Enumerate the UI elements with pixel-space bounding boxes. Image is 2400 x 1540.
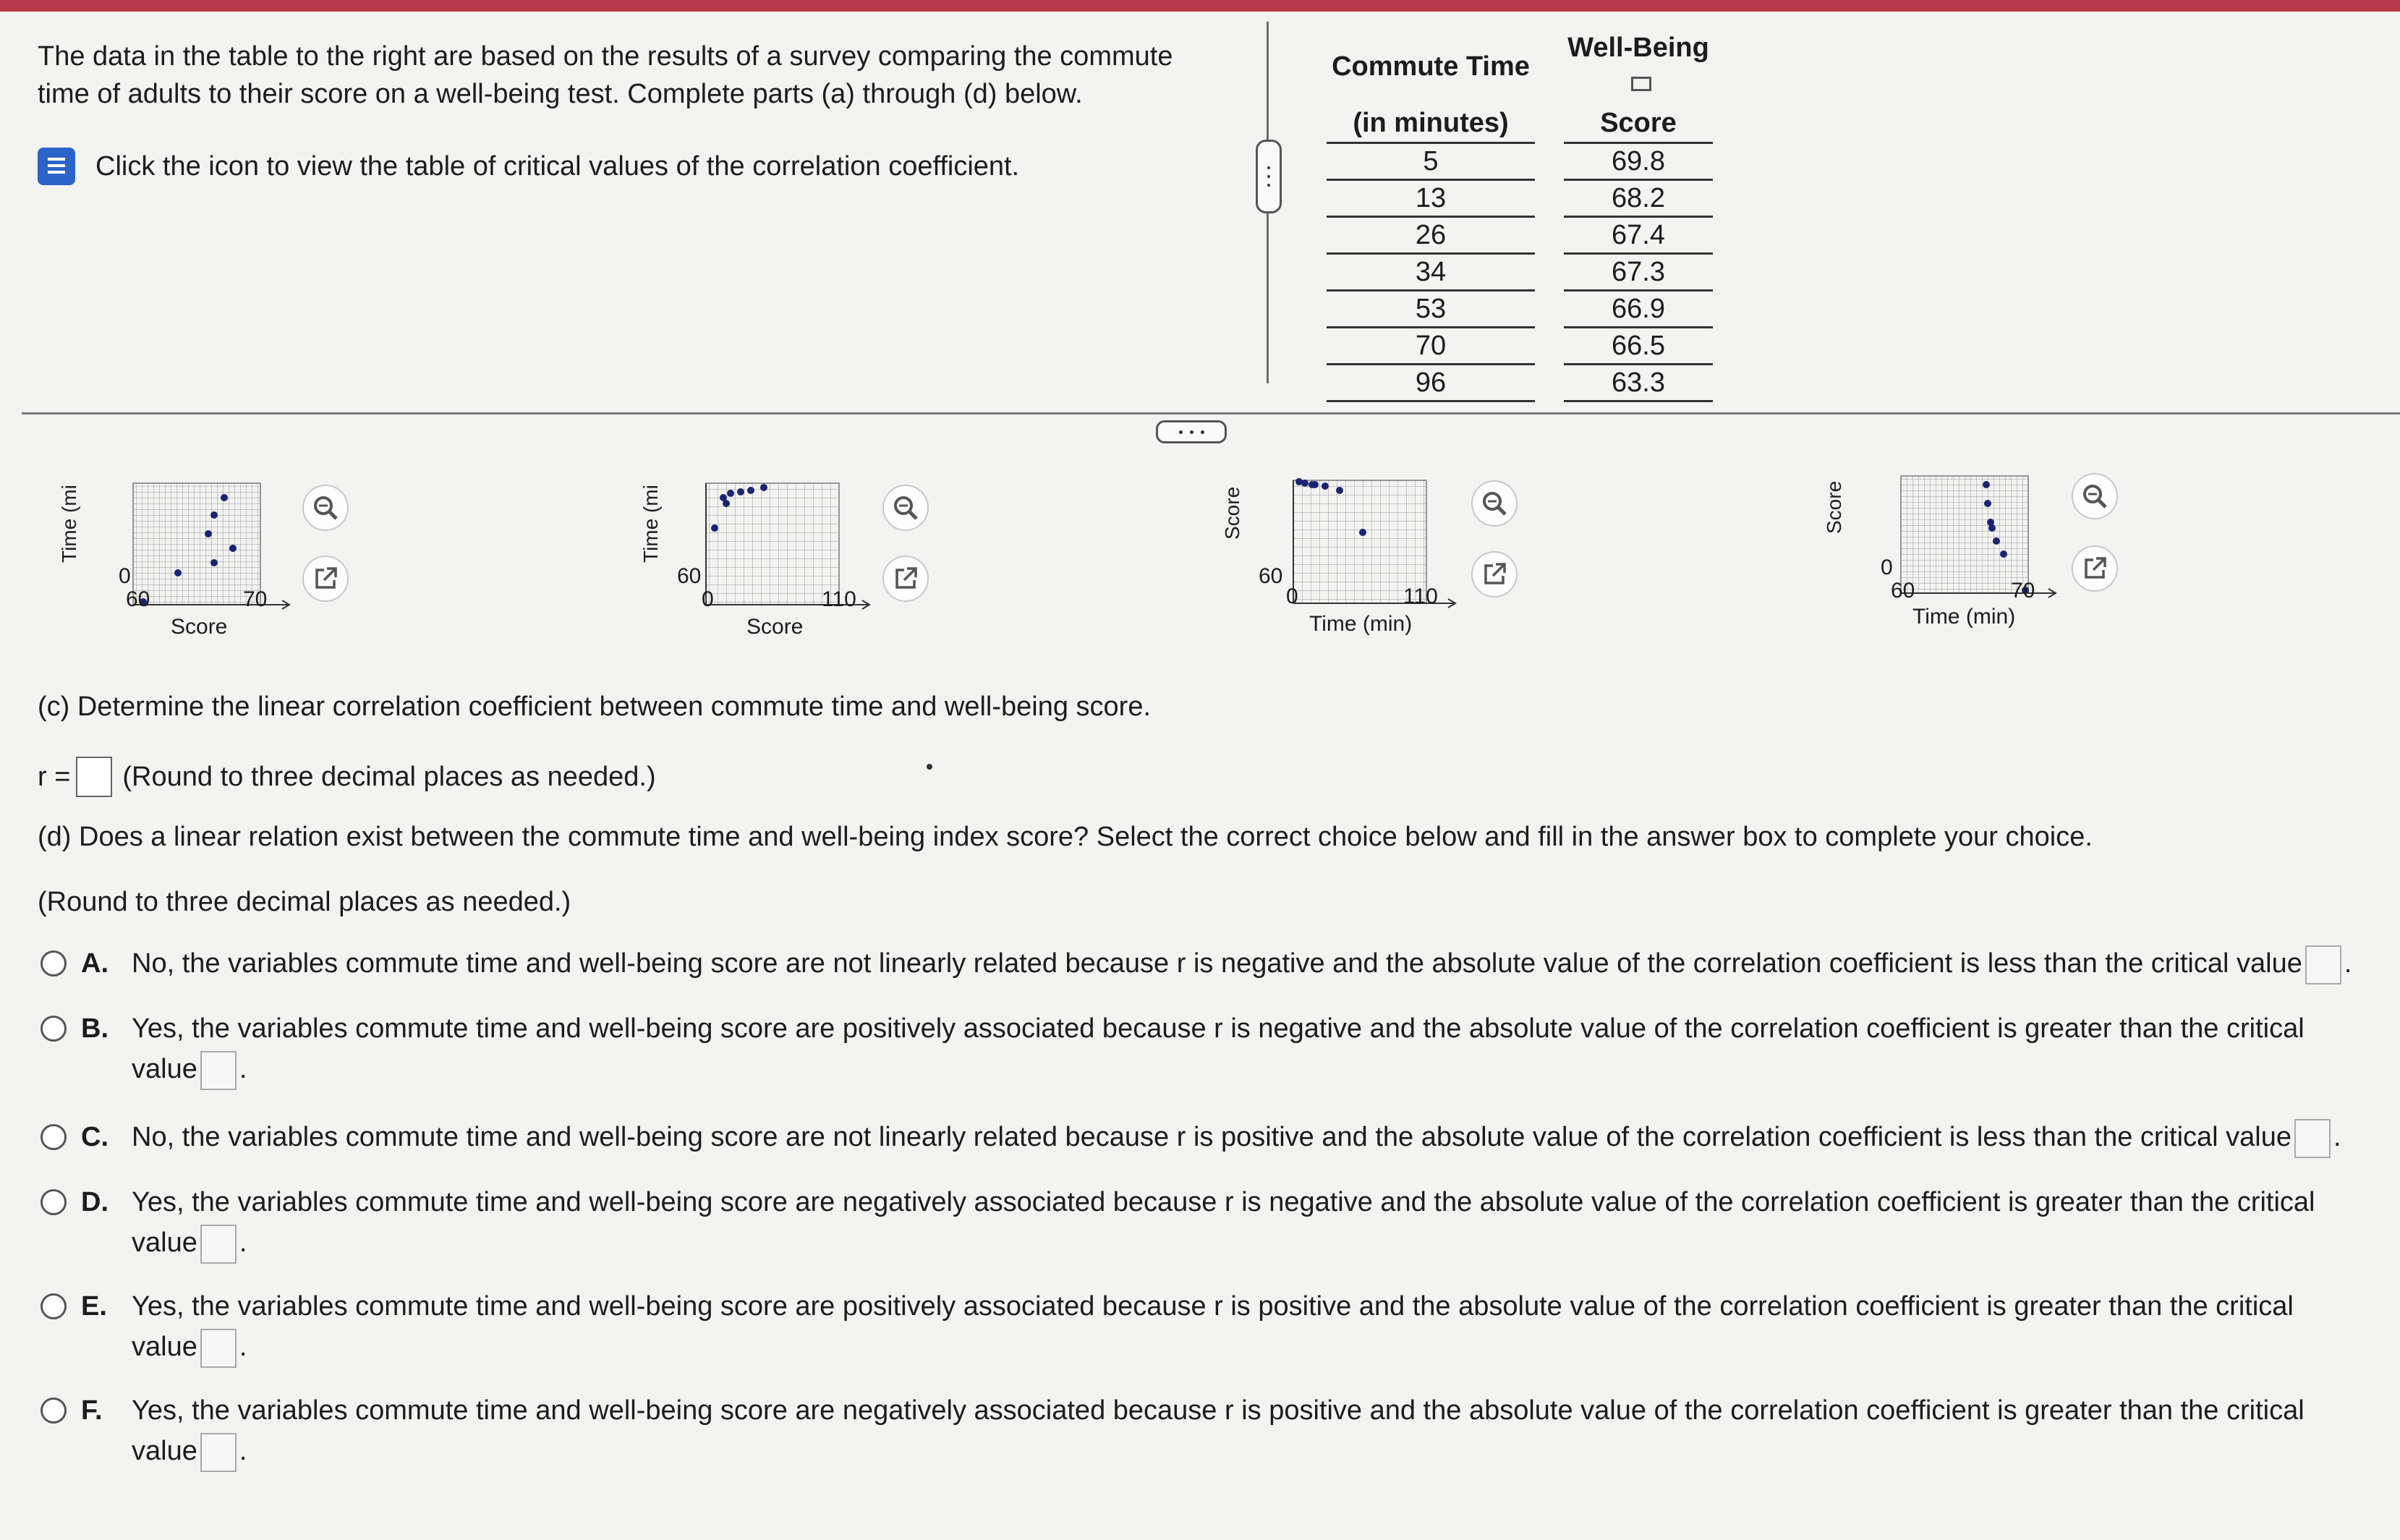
table-row: [1327, 328, 1713, 365]
graph1-ylabel: Time (mi: [58, 485, 80, 563]
graph-option-2[interactable]: Time (mi 60 0 110 Score: [622, 463, 926, 651]
data-table: [1327, 29, 1713, 402]
col2-header-line1: Well-Being: [1564, 29, 1713, 104]
col1-header-line1: Commute Time: [1332, 51, 1530, 82]
top-accent-bar: [0, 0, 2400, 12]
choice-f-input[interactable]: [200, 1433, 237, 1472]
graph-option-1[interactable]: Time (mi 0 60 70 Score: [43, 463, 347, 651]
open-external-icon[interactable]: [882, 556, 929, 602]
graph4-ylabel: Score: [1823, 480, 1845, 534]
choice-b-input[interactable]: [200, 1051, 237, 1090]
part-d-question: (d) Does a linear relation exist between the commute time and well-being index score? Select the correct choice below and fill in the answer box to complete your choice.: [38, 822, 2093, 852]
commute-time-cell: 26: [1327, 217, 1535, 254]
choice-a-radio[interactable]: [41, 950, 67, 977]
table-book-icon[interactable]: [38, 148, 75, 185]
commute-time-cell: 53: [1327, 291, 1535, 328]
r-answer-line: [38, 755, 656, 799]
choice-f-radio[interactable]: [41, 1398, 67, 1424]
graph3-ylabel: Score: [1221, 486, 1243, 540]
open-external-icon[interactable]: [2072, 545, 2118, 592]
choice-e-radio[interactable]: [41, 1293, 67, 1319]
choice-e-input[interactable]: [200, 1329, 237, 1368]
col1-header-line2: (in minutes): [1327, 104, 1535, 143]
part-d-round-note: (Round to three decimal places as needed.): [38, 887, 571, 917]
zoom-icon[interactable]: [1471, 480, 1518, 527]
r-label: r =: [38, 761, 71, 792]
table-row: [1327, 291, 1713, 328]
zoom-icon[interactable]: [882, 485, 929, 531]
well-being-score-cell: 66.5: [1564, 328, 1713, 365]
horizontal-divider: [22, 412, 2400, 414]
choice-c-radio[interactable]: [41, 1124, 67, 1150]
horizontal-resize-handle[interactable]: [1156, 420, 1227, 443]
graph-option-4[interactable]: Score 0 60 70 Time (min): [1808, 456, 2127, 644]
zoom-icon[interactable]: [2072, 473, 2118, 519]
well-being-score-cell: 66.9: [1564, 291, 1713, 328]
well-being-score-cell: 67.3: [1564, 254, 1713, 291]
choice-c-input[interactable]: [2294, 1119, 2331, 1158]
graph-option-3[interactable]: Score 60 0 110 Time (min): [1207, 460, 1525, 648]
r-answer-input[interactable]: [76, 757, 112, 797]
open-external-icon[interactable]: [302, 556, 349, 602]
table-row: [1327, 143, 1713, 180]
copy-table-icon[interactable]: [1631, 77, 1651, 91]
commute-time-cell: 34: [1327, 254, 1535, 291]
choice-b[interactable]: B. Yes, the variables commute time and well-being score are positively associated because r is negative and the absolute value of the correlation coefficient is greater than the critical value .: [41, 1008, 2355, 1089]
choice-b-radio[interactable]: [41, 1016, 67, 1042]
commute-time-cell: 70: [1327, 328, 1535, 365]
commute-time-cell: 5: [1327, 143, 1535, 180]
choice-f[interactable]: F. Yes, the variables commute time and well-being score are negatively associated because r is positive and the absolute value of the correlation coefficient is greater than the critical value .: [41, 1390, 2355, 1471]
col2-header-line2: Score: [1564, 104, 1713, 143]
well-being-score-cell: 63.3: [1564, 365, 1713, 401]
commute-time-cell: 13: [1327, 180, 1535, 217]
choice-a[interactable]: A. No, the variables commute time and well-being score are not linearly related because r is negative and the absolute value of the correlation coefficient is less than the critical value .: [41, 943, 2355, 987]
commute-time-cell: 96: [1327, 365, 1535, 401]
zoom-icon[interactable]: [302, 485, 349, 531]
choice-d[interactable]: D. Yes, the variables commute time and well-being score are negatively associated because r is negative and the absolute value of the correlation coefficient is greater than the critical value .: [41, 1182, 2355, 1263]
graph2-ylabel: Time (mi: [639, 485, 662, 563]
table-row: [1327, 180, 1713, 217]
well-being-score-cell: 69.8: [1564, 143, 1713, 180]
choice-c[interactable]: C. No, the variables commute time and well-being score are not linearly related because r is positive and the absolute value of the correlation coefficient is less than the critical value .: [41, 1117, 2355, 1160]
intro-text: The data in the table to the right are based on the results of a survey comparing the commute time of adults to their score on a well-being test. Complete parts (a) through (d) below.: [38, 41, 1173, 109]
choice-d-input[interactable]: [200, 1225, 237, 1264]
cursor-dot: [927, 764, 932, 770]
table-row: [1327, 217, 1713, 254]
choice-d-radio[interactable]: [41, 1189, 67, 1215]
well-being-score-cell: 68.2: [1564, 180, 1713, 217]
choice-a-input[interactable]: [2305, 945, 2341, 984]
critical-values-link[interactable]: [38, 145, 1019, 188]
table-row: [1327, 254, 1713, 291]
part-c-question: (c) Determine the linear correlation coefficient between commute time and well-being score.: [38, 692, 1152, 722]
table-row: [1327, 365, 1713, 401]
open-external-icon[interactable]: [1471, 551, 1518, 597]
choice-e[interactable]: E. Yes, the variables commute time and well-being score are positively associated because r is positive and the absolute value of the correlation coefficient is greater than the critical value .: [41, 1286, 2355, 1367]
r-round-note: (Round to three decimal places as needed.): [122, 761, 656, 792]
critical-values-link-text: Click the icon to view the table of critical values of the correlation coefficient.: [95, 150, 1020, 182]
well-being-score-cell: 67.4: [1564, 217, 1713, 254]
vertical-resize-handle[interactable]: [1256, 140, 1282, 213]
